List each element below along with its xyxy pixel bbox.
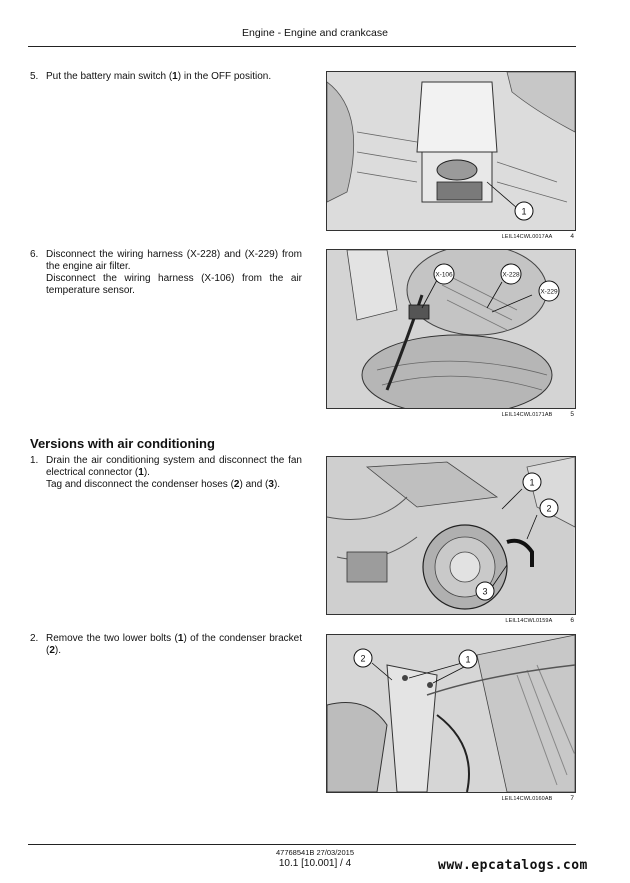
footer-rule <box>28 844 576 845</box>
callout-3: 3 <box>482 586 488 597</box>
header-rule <box>28 46 576 47</box>
figure-7-caption <box>326 795 574 802</box>
figure-7-illustration <box>327 635 575 792</box>
step-number: 2. <box>30 633 39 644</box>
step-number: 5. <box>30 71 39 82</box>
figure-number: 5 <box>570 411 574 418</box>
callout-1: 1 <box>521 206 527 217</box>
step-text: Remove the two lower bolts (1) of the condenser bracket (2). <box>46 633 302 656</box>
step-text: Put the battery main switch (1) in the OFF position. <box>46 71 272 82</box>
step-1 <box>30 455 302 491</box>
step-5 <box>30 71 302 83</box>
figure-4-illustration <box>327 72 575 230</box>
watermark: www.epcatalogs.com <box>438 858 588 873</box>
step-text: Drain the air conditioning system and disconnect the fan electrical connector (1). Tag and disconnect the condenser hoses (2) and (3). <box>46 455 302 490</box>
footer-page-ref: 10.1 [10.001] / 4 <box>278 858 352 869</box>
step-number: 6. <box>30 249 39 260</box>
figure-6-illustration <box>327 457 575 614</box>
section-title: Versions with air conditioning <box>30 436 215 451</box>
figure-number: 7 <box>570 795 574 802</box>
callout-1: 1 <box>529 477 535 488</box>
figure-4 <box>326 71 576 231</box>
figure-5-caption <box>326 411 574 418</box>
step-6 <box>30 249 302 297</box>
figure-code: LEIL14CWL0017AA <box>501 234 553 240</box>
callout-2: 2 <box>360 653 366 664</box>
figure-4-caption <box>326 233 574 240</box>
callout-2: 2 <box>546 503 552 514</box>
figure-6-caption <box>326 617 574 624</box>
step-number: 1. <box>30 455 39 466</box>
figure-code: LEIL14CWL0171AB <box>501 412 553 418</box>
callout-x229: X-229 <box>540 288 558 296</box>
figure-5 <box>326 249 576 409</box>
figure-7 <box>326 634 576 793</box>
page-header-title: Engine - Engine and crankcase <box>242 27 388 39</box>
footer-doc-id: 47768541B 27/03/2015 <box>276 848 354 857</box>
callout-1: 1 <box>465 654 471 665</box>
figure-number: 6 <box>570 617 574 624</box>
step-text: Disconnect the wiring harness (X-228) and (X-229) from the engine air filter. Disconnect the wiring harness (X-106) from the air temperature sensor. <box>46 249 302 296</box>
figure-number: 4 <box>570 233 574 240</box>
callout-x106: X-106 <box>435 271 453 279</box>
figure-6 <box>326 456 576 615</box>
callout-x228: X-228 <box>502 271 520 279</box>
step-2 <box>30 633 302 657</box>
figure-code: LEIL14CWL0160AB <box>501 796 553 802</box>
figure-code: LEIL14CWL0159A <box>505 618 553 624</box>
figure-5-illustration <box>327 250 575 408</box>
